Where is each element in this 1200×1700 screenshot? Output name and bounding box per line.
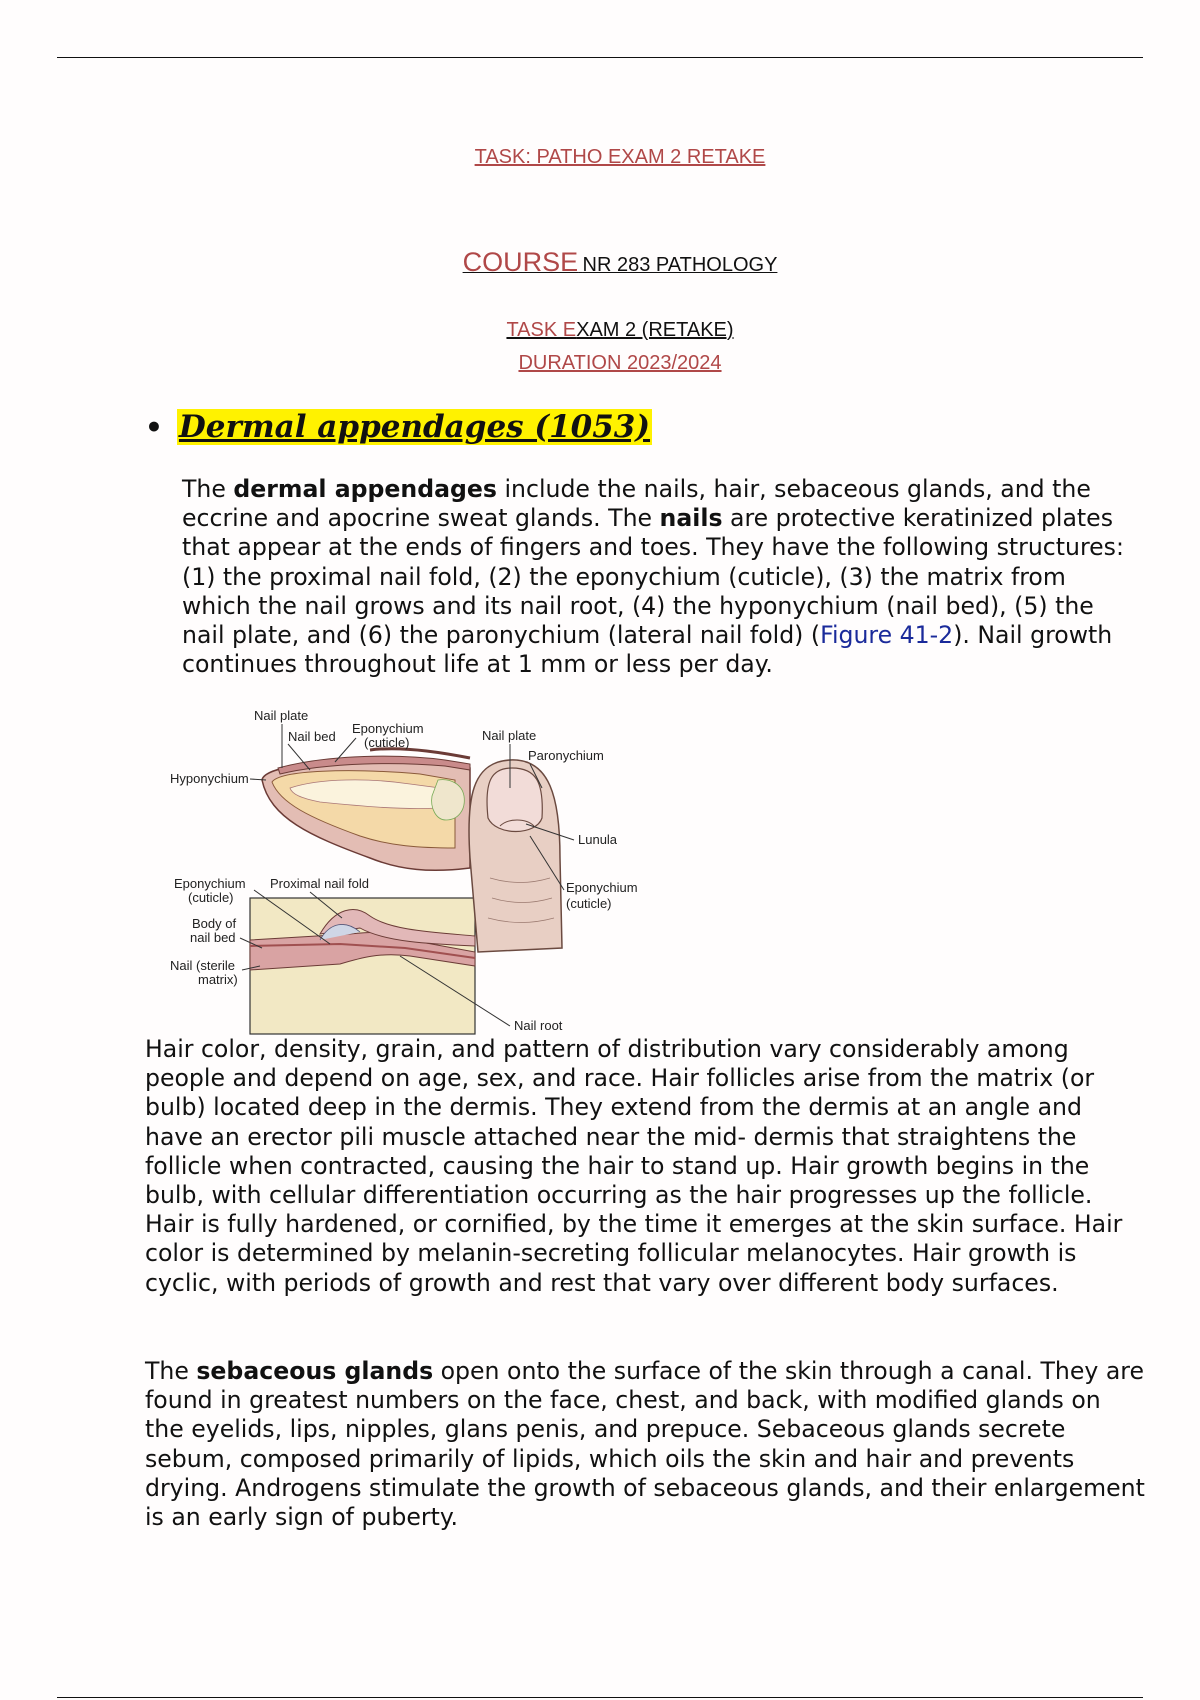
course-value: NR 283 PATHOLOGY <box>582 254 778 276</box>
label-eponychium-top-sub: (cuticle) <box>364 735 410 750</box>
label-eponychium-left-sub: (cuticle) <box>188 890 234 905</box>
sebaceous-paragraph <box>145 1357 1145 1532</box>
label-nail-plate-right: Nail plate <box>482 728 537 743</box>
label-lunula: Lunula <box>578 832 618 847</box>
label-eponychium-right: Eponychium <box>566 880 638 895</box>
task2-value: XAM 2 (RETAKE) <box>576 319 734 341</box>
label-body-nail-bed-sub: nail bed <box>190 930 236 945</box>
bullet-icon: • <box>145 411 163 444</box>
label-body-nail-bed: Body of <box>192 916 237 931</box>
nail-anatomy-figure <box>170 708 700 1038</box>
text-run: The <box>145 1357 197 1385</box>
label-nail-root: Nail root <box>514 1018 563 1033</box>
text-run: The <box>182 475 234 503</box>
label-eponychium-right-sub: (cuticle) <box>566 896 612 911</box>
hair-paragraph: Hair color, density, grain, and pattern of distribution vary considerably among people and depend on age, sex, and race. Hair follicles arise from the matrix (or bulb) located deep in the dermis. They extend from the dermis at an angle and have an erector pili muscle attached near the mid- dermis that straightens the follicle when contracted, causing the hair to stand up. Hair growth begins in the bulb, with cellular differentiation occurring as the hair progresses up the follicle. Hair is fully hardened, or cornified, by the time it emerges at the skin surface. Hair color is determined by melanin-secreting follicular melanocytes. Hair growth is cyclic, with periods of growth and rest that vary over different body surfaces. <box>145 1035 1123 1297</box>
text-run: include the nails, hair, sebaceous glands, and the eccrine and apocrine sweat glands. The <box>182 475 1091 533</box>
label-nail-bed: Nail bed <box>288 729 336 744</box>
course-line <box>0 247 1200 278</box>
duration-line: DURATION 2023/2024 <box>518 352 722 374</box>
bold-term-dermal-appendages: dermal appendages <box>233 475 497 503</box>
task-title: TASK: PATHO EXAM 2 RETAKE <box>474 146 766 168</box>
label-nail-sterile-sub: matrix) <box>198 972 238 987</box>
finger-cross-section <box>262 749 470 871</box>
text-run: are protective keratinized plates that appear at the ends of fingers and toes. They have the following structures: (1) the proximal nail fold, (2) the eponychium (cuticle), (3) the matrix from which the nail grows and its nail root, (4) the hyponychium (nail bed), (5) the nail plate, and (6) the paronychium (lateral nail fold) ( <box>182 504 1124 650</box>
label-nail-sterile: Nail (sterile <box>170 958 236 973</box>
figure-link[interactable]: Figure 41-2 <box>820 621 954 650</box>
bold-term-nails: nails <box>659 504 723 533</box>
task2-label: TASK E <box>506 319 577 341</box>
section-heading <box>145 409 652 445</box>
fingertip-external-view <box>469 760 562 952</box>
label-hyponychium: Hyponychium <box>170 771 249 786</box>
section-heading-text: Dermal appendages (1053) <box>178 409 651 445</box>
label-nail-plate-left: Nail plate <box>254 708 309 723</box>
bottom-rule <box>57 1697 1143 1698</box>
nails-paragraph <box>182 475 1142 679</box>
bold-term-sebaceous-glands: sebaceous glands <box>196 1357 434 1385</box>
text-run: open onto the surface of the skin through a canal. They are found in greatest numbers on the face, chest, and back, with modified glands on the eyelids, lips, nipples, glans penis, and prepuce. Sebaceous glands secrete sebum, composed primarily of lipids, which oils the skin and hair and prevents drying. Androgens stimulate the growth of sebaceous glands, and their enlargement is an early sign of puberty. <box>145 1357 1145 1532</box>
label-eponychium-top: Eponychium <box>352 721 424 736</box>
label-eponychium-left: Eponychium <box>174 876 246 891</box>
task-exam-line <box>0 319 1200 342</box>
enlarged-nail-fold-box <box>250 898 475 1034</box>
course-label: COURSE <box>462 247 579 277</box>
text-run: ). Nail growth continues throughout life at 1 mm or less per day. <box>182 621 1113 679</box>
label-proximal-nail-fold: Proximal nail fold <box>270 876 369 891</box>
label-paronychium: Paronychium <box>528 748 604 763</box>
top-rule <box>57 57 1143 58</box>
